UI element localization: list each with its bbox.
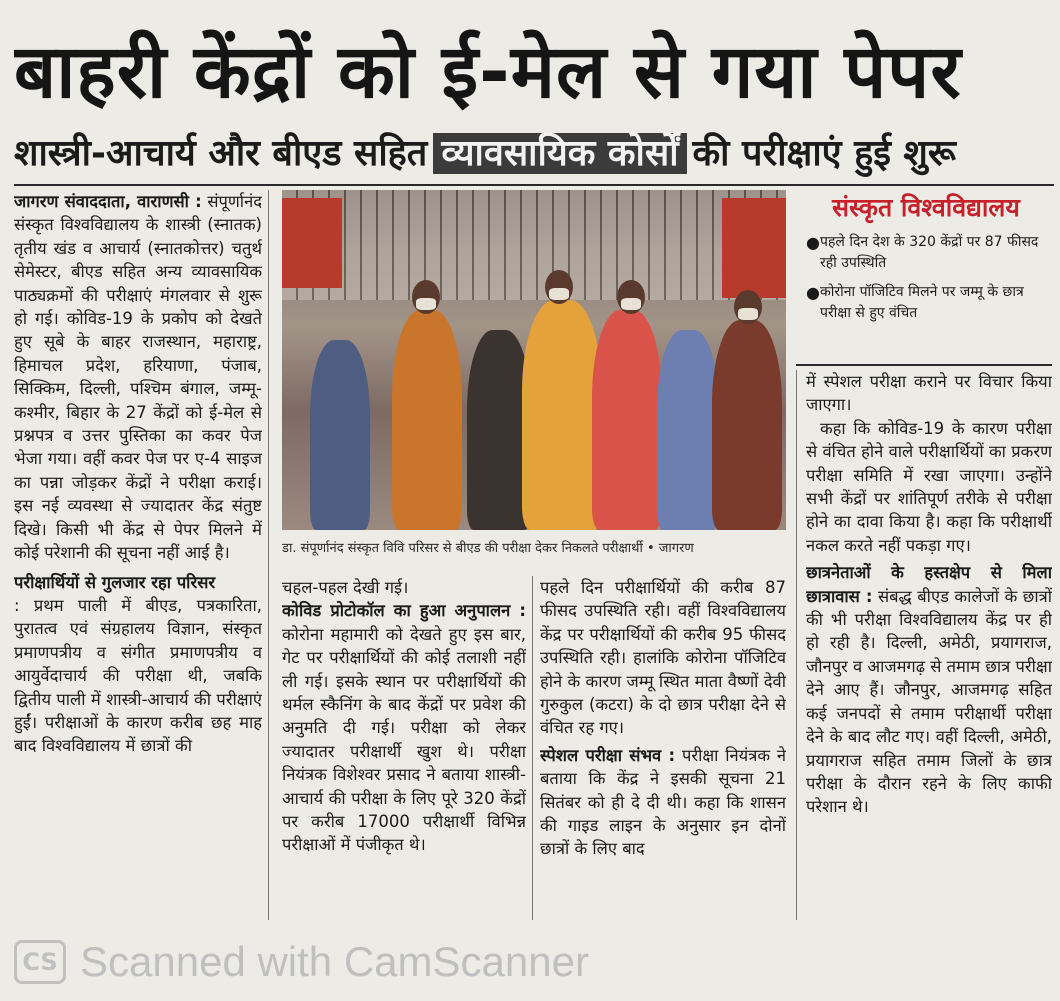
column-2 xyxy=(282,576,526,920)
photo-person xyxy=(392,310,462,530)
top-divider xyxy=(14,184,1054,186)
column-divider xyxy=(796,370,797,920)
column-3 xyxy=(540,576,786,920)
col4-para-2: कहा कि कोविड-19 के कारण परीक्षा से वंचित होने वाले परीक्षार्थियों का प्रकरण परीक्षा समिति में रखा जाएगा। उन्होंने सभी केंद्रों पर शांतिपूर्ण तरीके से परीक्षा होने का दावा किया है। कहा कि परीक्षार्थी नकल करते नहीं पकड़ा गए। xyxy=(806,418,1052,555)
photo-mask xyxy=(416,298,436,310)
col4-subheading: छात्रनेताओं के हस्तक्षेप से मिला छात्रावास : xyxy=(806,563,1052,606)
photo-mask xyxy=(738,308,758,320)
photo-caption: डा. संपूर्णानंद संस्कृत विवि परिसर से बीएड की परीक्षा देकर निकलते परीक्षार्थी • जागरण xyxy=(282,541,694,556)
byline: जागरण संवाददाता, वाराणसी : xyxy=(14,192,202,211)
col3-subheading: स्पेशल परीक्षा संभव : xyxy=(540,745,676,765)
subhead-after: की परीक्षाएं हुई शुरू xyxy=(692,133,956,174)
sidebox-bullet-text: पहले दिन देश के 320 केंद्रों पर 87 फीसद रही उपस्थिति xyxy=(820,234,1039,271)
camscanner-logo: CS xyxy=(14,940,66,984)
col1-para-1: संपूर्णानंद संस्कृत विश्वविद्यालय के शास्त्री (स्नातक) तृतीय खंड व आचार्य (स्नातकोत्तर) चतुर्थ सेमेस्टर, बीएड सहित अन्य व्यावसायिक पाठ्यक्रमों की परीक्षाएं मंगलवार से शुरू हो गई। कोविड-19 के प्रकोप को देखते हुए सूबे के बाहर राजस्थान, महाराष्ट्र, हिमाचल प्रदेश, हरियाणा, पंजाब, सिक्किम, दिल्ली, पश्चिम बंगाल, जम्मू-कश्मीर, बिहार के 27 केंद्रों को ई-मेल से प्रश्नपत्र व उत्तर पुस्तिका का कवर पेज भेजा गया। वहीं कवर पेज पर ए-4 साइज का पन्ना जोड़कर केंद्रों ने परीक्षा कराई। इस नई व्यवस्था से ज्यादातर केंद्र संतुष्ट दिखे। किसी भी केंद्र से पेपर मिलने में कोई परेशानी की सूचना नहीं आई है। xyxy=(14,192,262,563)
col1-subheading: परीक्षार्थियों से गुलजार रहा परिसर xyxy=(14,572,216,592)
col4-para-3: संबद्ध बीएड कालेजों के छात्रों की भी परीक्षा विश्वविद्यालय केंद्र पर ही हो रही है। दिल्ली, अमेठी, प्रयागराज, जौनपुर व आजमगढ़ से तमाम छात्र परीक्षा देने आए हैं। जौनपुर, आजमगढ़ सहित कई जनपदों से तमाम परीक्षार्थी परीक्षा देने के बाद लौट गए। वहीं दिल्ली, अमेठी, प्रयागराज सहित तमाम जिलों के छात्र परीक्षा के दौरान रहने के लिए काफी परेशान थे। xyxy=(806,586,1052,817)
col2-para-2: कोरोना महामारी को देखते हुए इस बार, गेट पर परीक्षार्थियों की कोई तलाशी नहीं ली गई। इसके स्थान पर परीक्षार्थियों की थर्मल स्कैनिंग के बाद केंद्रों पर प्रवेश की अनुमति दी गई। परीक्षा को लेकर ज्यादातर परीक्षार्थी खुश थे। परीक्षा नियंत्रक विशेश्वर प्रसाद ने बताया शास्त्री-आचार्य की परीक्षा के लिए पूरे 320 केंद्रों पर करीब 17000 परीक्षार्थी विभिन्न परीक्षाओं में पंजीकृत थे। xyxy=(282,624,526,855)
column-divider xyxy=(268,190,269,920)
sidebox-bullet-text: कोरोना पॉजिटिव मिलने पर जम्मू के छात्र परीक्षा से हुए वंचित xyxy=(820,284,1024,321)
sidebox-divider xyxy=(796,364,1052,366)
col2-para-1: चहल-पहल देखी गई। xyxy=(282,578,409,597)
photo-mask xyxy=(549,288,569,300)
subheadline xyxy=(14,128,1054,180)
subhead-before: शास्त्री-आचार्य और बीएड सहित xyxy=(14,133,428,174)
photo-red-wall xyxy=(282,198,342,288)
photo-red-wall xyxy=(722,198,786,298)
col3-para-2: परीक्षा नियंत्रक ने बताया कि केंद्र ने इसकी सूचना 21 सितंबर को ही दे दी थी। कहा कि शासन की गाइड लाइन के अनुसार इन दोनों छात्रों के लिए बाद xyxy=(540,745,786,859)
subhead-highlight: व्यावसायिक कोर्सों xyxy=(433,133,686,174)
photo-person xyxy=(592,310,662,530)
photo-person xyxy=(712,320,782,530)
col3-para-1: पहले दिन परीक्षार्थियों की करीब 87 फीसद उपस्थिति रही। वहीं विश्वविद्यालय केंद्र पर परीक्षार्थियों की करीब 95 फीसद उपस्थिति रही। हालांकि कोरोना पॉजिटिव होने के कारण जम्मू स्थित माता वैष्णों देवी गुरुकुल (कटरा) के दो छात्र परीक्षा देने से वंचित रह गए। xyxy=(540,578,786,738)
headline: बाहरी केंद्रों को ई-मेल से गया पेपर xyxy=(14,29,962,115)
sidebox-title: संस्कृत विश्वविद्यालय xyxy=(832,193,1020,222)
sidebox-bullet xyxy=(806,232,1056,274)
sidebox-bullet xyxy=(806,282,1056,324)
news-photo xyxy=(282,190,786,530)
col1-para-2: : प्रथम पाली में बीएड, पत्रकारिता, पुरातत्व एवं संग्रहालय विज्ञान, संस्कृत प्रमाणपत्रीय व संगीत प्रमाणपत्रीय व आयुर्वेदाचार्य की परीक्षा थी, जबकि द्वितीय पाली में शास्त्री-आचार्य की परीक्षाएं हुईं। परीक्षाओं के कारण करीब छह माह बाद विश्वविद्यालय में छात्रों की xyxy=(14,595,262,756)
sidebox xyxy=(796,190,1056,360)
camscanner-watermark: Scanned with CamScanner xyxy=(80,938,589,985)
column-1 xyxy=(14,190,262,920)
photo-building xyxy=(282,190,786,300)
photo-person xyxy=(522,300,602,530)
photo-mask xyxy=(621,298,641,310)
photo-person xyxy=(310,340,370,530)
photo-person xyxy=(657,330,719,530)
col2-subheading: कोविड प्रोटोकॉल का हुआ अनुपालन : xyxy=(282,601,526,621)
bullet-icon: ● xyxy=(806,283,820,302)
column-4 xyxy=(806,370,1052,920)
col4-para-1: में स्पेशल परीक्षा कराने पर विचार किया जाएगा। xyxy=(806,372,1052,415)
column-divider xyxy=(532,576,533,920)
bullet-icon: ● xyxy=(806,233,820,252)
